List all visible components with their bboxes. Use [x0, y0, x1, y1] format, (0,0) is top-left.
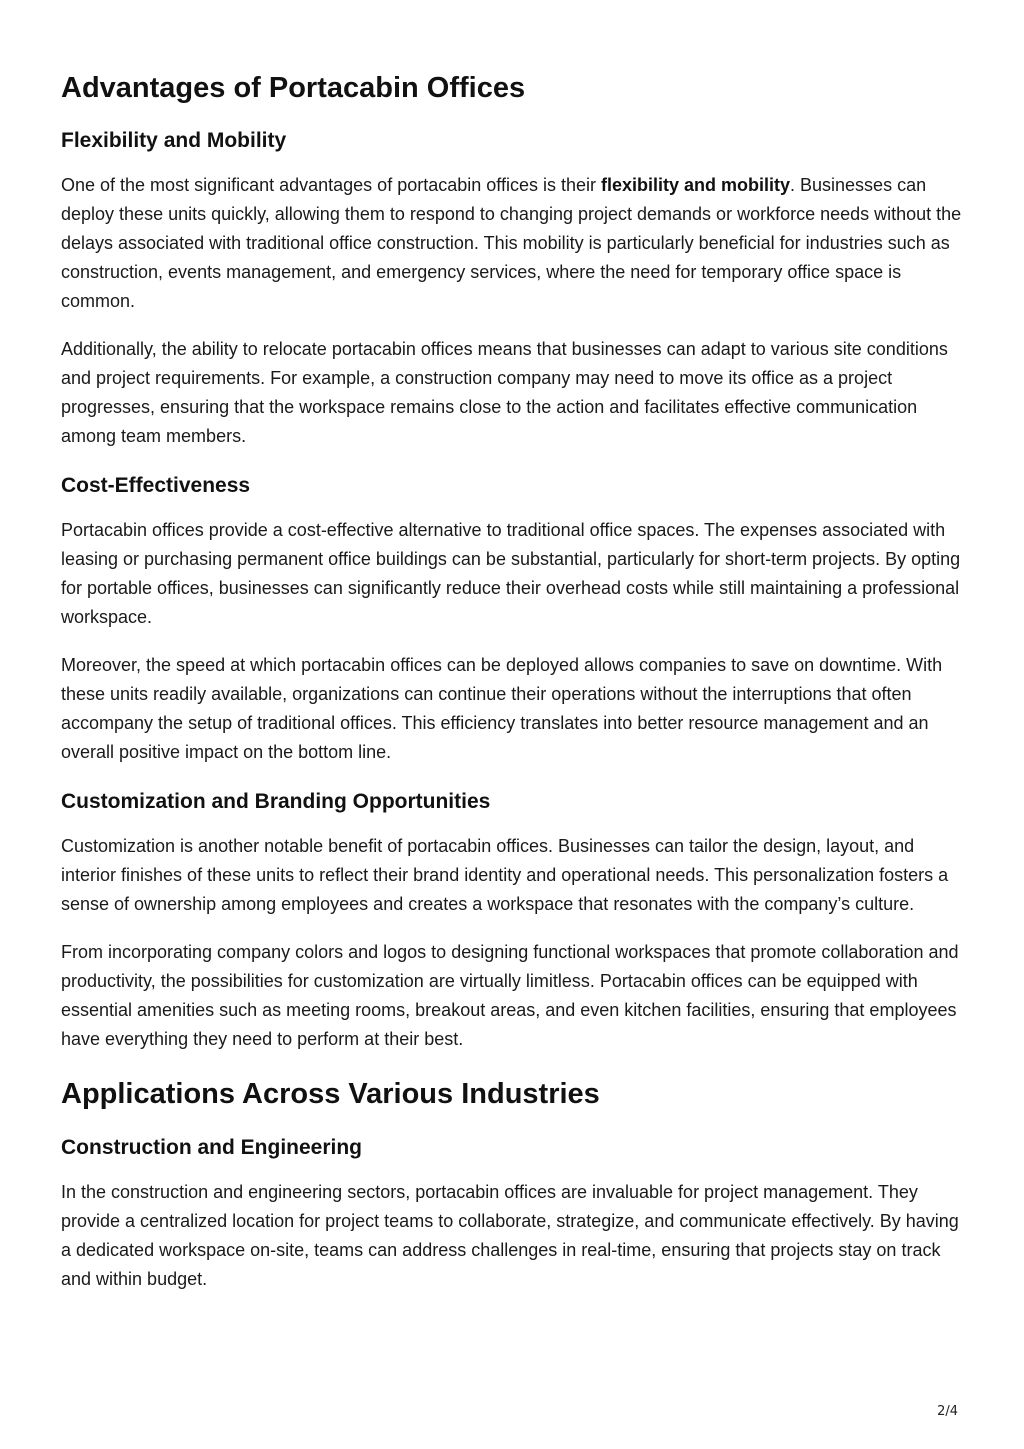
paragraph-text: One of the most significant advantages of portacabin offices is their [61, 175, 601, 195]
heading-flexibility: Flexibility and Mobility [61, 129, 287, 152]
heading-customization: Customization and Branding Opportunities [61, 790, 491, 813]
paragraph-cost-1: Portacabin offices provide a cost-effective alternative to traditional office spaces. The expenses associated with leasing or purchasing permanent office buildings can be substantial, particularly for short-term projects. By opting for portable offices, businesses can significantly reduce their overhead costs while still maintaining a professional workspace. [61, 520, 961, 627]
paragraph-flexibility-2: Additionally, the ability to relocate portacabin offices means that businesses can adapt to various site conditions and project requirements. For example, a construction company may need to move its office as a project progresses, ensuring that the workspace remains close to the action and facilitates effective communication among team members. [61, 339, 948, 446]
heading-cost-effectiveness: Cost-Effectiveness [61, 474, 251, 497]
advantages-section [61, 66, 966, 1054]
section-title-applications: Applications Across Various Industries [61, 1078, 600, 1110]
paragraph-cost-2: Moreover, the speed at which portacabin offices can be deployed allows companies to save on downtime. With these units readily available, organizations can continue their operations without the interruptions that often accompany the setup of traditional offices. This efficiency translates into better resource management and an overall positive impact on the bottom line. [61, 655, 943, 762]
heading-construction: Construction and Engineering [61, 1136, 363, 1159]
paragraph-customization-1: Customization is another notable benefit of portacabin offices. Businesses can tailor the design, layout, and interior finishes of these units to reflect their brand identity and operational needs. This personalization fosters a sense of ownership among employees and creates a workspace that resonates with the company’s culture. [61, 836, 949, 914]
paragraph-construction-1: In the construction and engineering sectors, portacabin offices are invaluable for project management. They provide a centralized location for project teams to collaborate, strategize, and communicate effectively. By having a dedicated workspace on-site, teams can address challenges in real-time, ensuring that projects stay on track and within budget. [61, 1182, 959, 1289]
paragraph-flexibility-1 [61, 171, 966, 316]
bold-phrase: flexibility and mobility [600, 175, 791, 195]
document-page [61, 66, 966, 1313]
paragraph-text: . Businesses can deploy these units quickly, allowing them to respond to changing project demands or workforce needs without the delays associated with traditional office construction. This mobility is particularly beneficial for industries such as construction, events management, and emergency services, where the need for temporary office space is common. [61, 175, 962, 311]
applications-section [61, 1072, 966, 1294]
section-title-advantages: Advantages of Portacabin Offices [61, 72, 526, 104]
page-number: 2/4 [937, 1404, 958, 1419]
paragraph-customization-2: From incorporating company colors and logos to designing functional workspaces that promote collaboration and productivity, the possibilities for customization are virtually limitless. Portacabin offices can be equipped with essential amenities such as meeting rooms, breakout areas, and even kitchen facilities, ensuring that employees have everything they need to perform at their best. [61, 942, 959, 1049]
